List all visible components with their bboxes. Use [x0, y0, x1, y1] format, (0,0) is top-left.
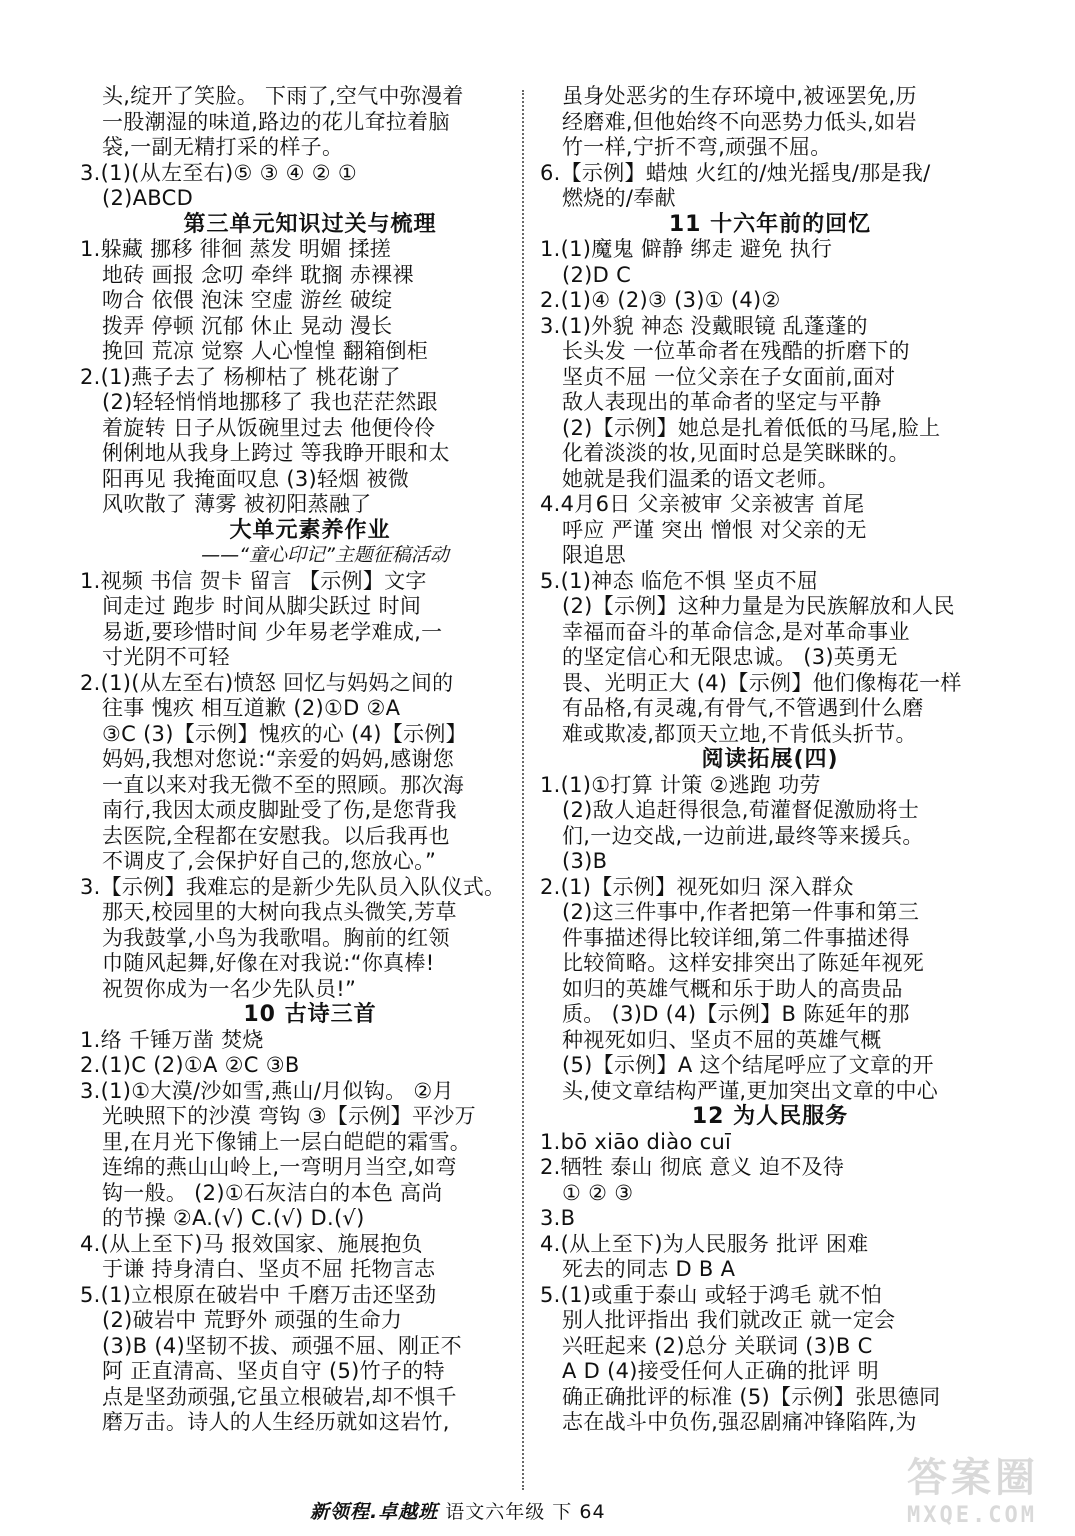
answer-line: 2.(1)【示例】视死如归 深入群众: [540, 874, 854, 899]
answer-line: 2.(1)燕子去了 杨柳枯了 桃花谢了: [80, 364, 401, 389]
answer-line: 袋,一副无精打采的样子。: [102, 135, 344, 159]
answer-line: ① ② ③: [562, 1180, 634, 1205]
answer-line: 有品格,有灵魂,有骨气,不管遇到什么磨: [562, 696, 924, 720]
answer-line: 5.(1)或重于泰山 或轻于鸿毛 就不怕: [540, 1282, 883, 1307]
answer-line: 6.【示例】蜡烛 火红的/烛光摇曳/那是我/: [540, 160, 931, 185]
answer-line: 种视死如归、坚贞不屈的英雄气概: [562, 1027, 882, 1052]
footer-brand: 新领程.卓越班: [310, 1501, 439, 1523]
answer-line: 往事 愧疚 相互道歉 (2)①D ②A: [102, 696, 401, 720]
answer-line: 阿 正直清高、坚贞自守 (5)竹子的特: [102, 1359, 445, 1383]
answer-line: 4.4月6日 父亲被审 父亲被害 首尾: [540, 492, 865, 516]
answer-line: 寸光阴不可轻: [102, 645, 230, 669]
answer-line: 间走过 跑步 时间从脚尖跃过 时间: [102, 594, 422, 618]
answer-line: 件事描述得比较详细,第二件事描述得: [562, 925, 910, 950]
answer-line: (2)敌人追赶得很急,荀灌督促激励将士: [562, 798, 920, 822]
answer-line: 死去的同志 D B A: [562, 1257, 736, 1281]
footer-subject: 语文六年级 下: [445, 1501, 573, 1523]
answer-line: 幸福而奋斗的革命信念,是对革命事业: [562, 619, 910, 644]
answer-line: 于谦 持身清白、坚贞不屈 托物言志: [102, 1257, 436, 1281]
answer-line: (2)轻轻悄悄地挪移了 我也茫茫然跟: [102, 390, 438, 414]
answer-line: (2)D C: [562, 262, 632, 287]
section-title: 12 为人民服务: [691, 1104, 849, 1129]
answer-line: 着旋转 日子从饭碗里过去 他便伶伶: [102, 415, 436, 440]
answer-line: (2)ABCD: [102, 186, 194, 210]
answer-line: 长头发 一位革命者在残酷的折磨下的: [562, 339, 910, 363]
answer-line: 比较简略。这样安排突出了陈延年视死: [562, 951, 925, 975]
answer-line: (2)破岩中 荒野外 顽强的生命力: [102, 1308, 403, 1332]
section-title: 10 古诗三首: [243, 1002, 377, 1027]
answer-line: 易逝,要珍惜时间 少年易老学难成,一: [102, 619, 443, 644]
answer-line: 们,一边交战,一边前进,最终等来援兵。: [562, 823, 924, 848]
answer-line: 兴旺起来 (2)总分 关联词 (3)B C: [562, 1333, 873, 1358]
answer-line: 2.牺牲 泰山 彻底 意义 迫不及待: [540, 1155, 845, 1179]
answer-line: 1.躲藏 挪移 徘徊 蒸发 明媚 揉搓: [80, 237, 392, 261]
answer-line: 3.(1)外貌 神态 没戴眼镜 乱蓬蓬的: [540, 313, 868, 338]
answer-line: 她就是我们温柔的语文老师。: [562, 466, 839, 491]
answer-line: 5.(1)立根原在破岩中 千磨万击还坚劲: [80, 1282, 437, 1307]
watermark-bottom: MXQE.COM: [907, 1503, 1037, 1528]
answer-line: 质。 (3)D (4)【示例】B 陈延年的那: [562, 1002, 910, 1026]
answer-line: 妈妈,我想对您说:“亲爱的妈妈,感谢您: [102, 747, 455, 771]
answer-line: 连绵的燕山山岭上,一弯明月当空,如弯: [102, 1155, 457, 1179]
watermark-logo: [907, 1446, 1057, 1526]
answer-line: 点是坚劲顽强,它虽立根破岩,却不惧千: [102, 1384, 457, 1409]
answer-line: 2.(1)④ (2)③ (3)① (4)②: [540, 288, 781, 312]
answer-line: 1.(1)魔鬼 僻静 绑走 避免 执行: [540, 237, 833, 261]
answer-line: 4.(从上至下)马 报效国家、施展抱负: [80, 1231, 423, 1256]
answer-line: 磨万击。诗人的人生经历就如这岩竹,: [102, 1410, 450, 1434]
answer-line: 1.bō xiāo diào cuī: [540, 1129, 732, 1154]
answer-line: 钩一般。 (2)①石灰洁白的本色 高尚: [102, 1180, 443, 1205]
answer-line: 的节操 ②A.(√) C.(√) D.(√): [102, 1206, 365, 1230]
answer-line: 南行,我因太顽皮脚趾受了伤,是您背我: [102, 798, 457, 822]
section-title: 阅读拓展(四): [701, 747, 839, 772]
answer-line: 化着淡淡的妆,见面时总是笑眯眯的。: [562, 441, 910, 465]
answer-line: 为我鼓掌,小鸟为我歌唱。胸前的红领: [102, 925, 450, 950]
answer-line: 3.B: [540, 1206, 576, 1230]
answer-line: 的坚定信心和无限忠诚。 (3)英勇无: [562, 645, 898, 669]
answer-line: 呼应 严谨 突出 憎恨 对父亲的无: [562, 517, 867, 542]
answer-line: 那天,校园里的大树向我点头微笑,芳草: [102, 900, 457, 924]
answer-line: 拨弄 停顿 沉郁 休止 晃动 漫长: [102, 313, 393, 338]
answer-line: (3)B (4)坚韧不拔、顽强不屈、刚正不: [102, 1333, 462, 1358]
right-column: [540, 84, 1000, 1436]
answer-line: 3.【示例】我难忘的是新少先队员入队仪式。: [80, 874, 506, 899]
answer-line: 去医院,全程都在安慰我。以后我再也: [102, 823, 450, 848]
answer-line: 1.络 千锤万凿 焚烧: [80, 1027, 264, 1052]
answer-line: 风吹散了 薄雾 被初阳蒸融了: [102, 492, 372, 516]
answer-line: 1.视频 书信 贺卡 留言 【示例】文字: [80, 568, 427, 593]
answer-line: 燃烧的/奉献: [562, 186, 676, 210]
answer-line: 地砖 画报 念叨 牵绊 耽搁 赤裸裸: [102, 262, 414, 287]
answer-line: 虽身处恶劣的生存环境中,被诬罢免,历: [562, 84, 917, 108]
answer-line: 限追思: [562, 543, 626, 567]
page-number: 64: [579, 1501, 606, 1523]
answer-line: 4.(从上至下)为人民服务 批评 困难: [540, 1231, 869, 1256]
answer-line: 志在战斗中负伤,强忍剧痛冲锋陷阵,为: [562, 1410, 917, 1434]
section-title: 第三单元知识过关与梳理: [183, 211, 437, 237]
answer-line: 光映照下的沙漠 弯钩 ③【示例】平沙万: [102, 1104, 476, 1128]
answer-line: 3.(1)①大漠/沙如雪,燕山/月似钩。 ②月: [80, 1078, 454, 1103]
answer-line: 难或欺凌,都顶天立地,不肯低头折节。: [562, 721, 917, 746]
answer-line: 5.(1)神态 临危不惧 坚贞不屈: [540, 568, 819, 593]
section-title: 大单元素养作业: [229, 517, 391, 543]
answer-line: 阳再见 我掩面叹息 (3)轻烟 被微: [102, 466, 410, 491]
section-subtitle: ——“童心印记”主题征稿活动: [201, 544, 449, 566]
answer-line: 里,在月光下像铺上一层白皑皑的霜雪。: [102, 1129, 472, 1154]
answer-line: 坚贞不屈 一位父亲在子女面前,面对: [562, 364, 896, 389]
answer-line: 巾随风起舞,好像在对我说:“你真棒!: [102, 951, 435, 975]
answer-line: 挽回 荒凉 觉察 人心惶惶 翻箱倒柜: [102, 339, 429, 363]
section-title: 11 十六年前的回忆: [668, 211, 872, 237]
answer-line: 一股潮湿的味道,路边的花儿耷拉着脑: [102, 109, 450, 134]
answer-line: 竹一样,宁折不弯,顽强不屈。: [562, 135, 832, 159]
answer-line: 经磨难,但他始终不向恶势力低头,如岩: [562, 109, 917, 134]
left-column: [80, 84, 540, 1436]
answer-line: 如归的英雄气概和乐于助人的高贵品: [562, 976, 903, 1001]
answer-line: 畏、光明正大 (4)【示例】他们像梅花一样: [562, 670, 962, 695]
page-footer: [310, 1497, 606, 1524]
answer-line: 头,使文章结构严谨,更加突出文章的中心: [562, 1078, 939, 1103]
answer-line: 3.(1)(从左至右)⑤ ③ ④ ② ①: [80, 160, 357, 185]
answer-line: 一直以来对我无微不至的照顾。那次海: [102, 772, 465, 797]
answer-line: A D (4)接受任何人正确的批评 明: [562, 1359, 880, 1383]
answer-line: 2.(1)(从左至右)愤怒 回忆与妈妈之间的: [80, 670, 454, 695]
answer-line: 不调皮了,会保护好自己的,您放心。”: [102, 849, 437, 873]
answer-line: (3)B: [562, 849, 608, 873]
answer-line: (2)【示例】这种力量是为民族解放和人民: [562, 594, 955, 618]
answer-line: 吻合 依偎 泡沫 空虚 游丝 破绽: [102, 288, 393, 312]
answer-line: 祝贺你成为一名少先队员!”: [102, 976, 357, 1001]
answer-line: 1.(1)①打算 计策 ②逃跑 功劳: [540, 772, 821, 797]
answer-line: (5)【示例】A 这个结尾呼应了文章的开: [562, 1053, 934, 1077]
answer-line: (2)这三件事中,作者把第一件事和第三: [562, 900, 920, 924]
answer-line: (2)【示例】她总是扎着低低的马尾,脸上: [562, 415, 941, 440]
answer-line: 确正确批评的标准 (5)【示例】张思德同: [562, 1384, 941, 1409]
answer-line: 头,绽开了笑脸。 下雨了,空气中弥漫着: [102, 84, 464, 108]
answer-line: ③C (3)【示例】愧疚的心 (4)【示例】: [102, 721, 467, 746]
answer-line: 别人批评指出 我们就改正 就一定会: [562, 1308, 896, 1332]
watermark-top: 答案圈: [907, 1455, 1039, 1501]
answer-line: 俐俐地从我身上跨过 等我睁开眼和太: [102, 441, 450, 465]
answer-line: 敌人表现出的革命者的坚定与平静: [562, 390, 882, 414]
column-divider: [522, 90, 524, 1490]
answer-line: 2.(1)C (2)①A ②C ③B: [80, 1053, 300, 1077]
